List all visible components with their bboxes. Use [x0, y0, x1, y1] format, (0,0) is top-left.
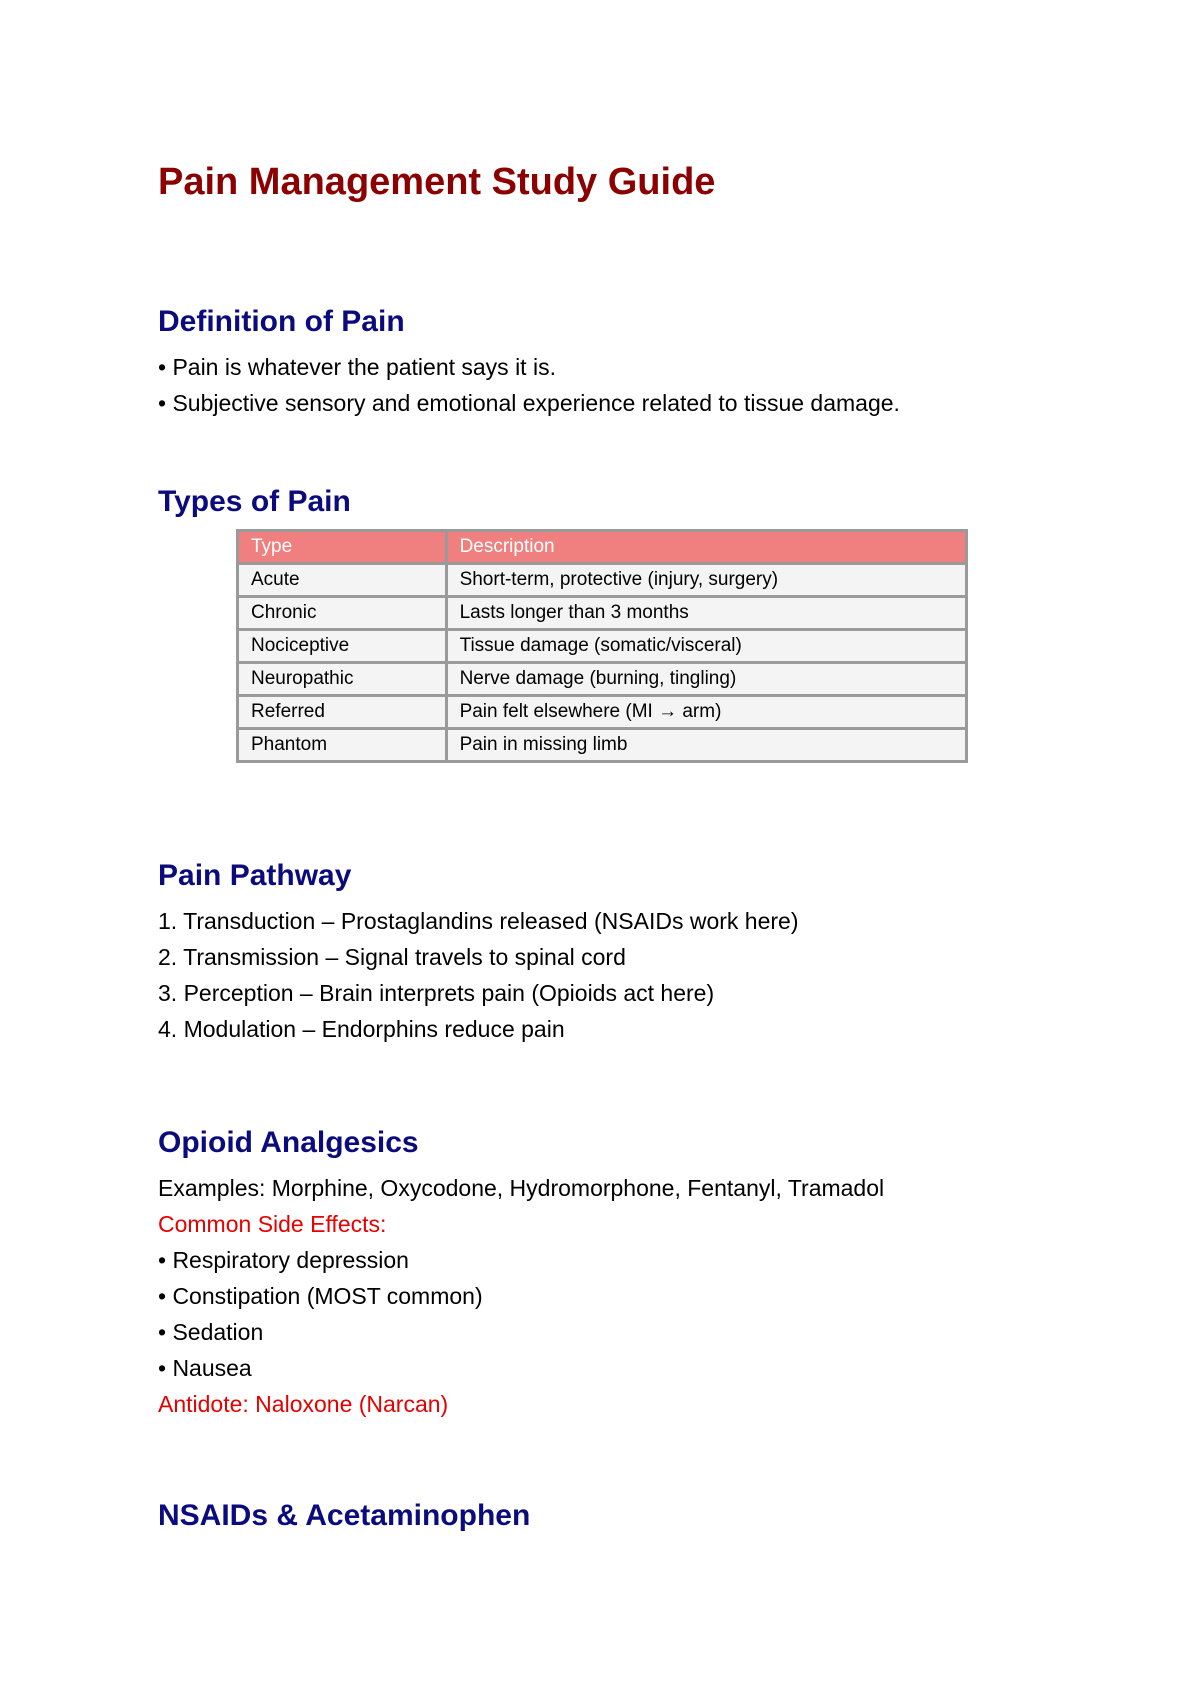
- side-effects-label: Common Side Effects:: [158, 1211, 387, 1237]
- section-heading-opioids: Opioid Analgesics: [158, 1126, 419, 1159]
- page-title: Pain Management Study Guide: [158, 161, 716, 203]
- side-effect-item: • Sedation: [158, 1319, 264, 1345]
- side-effect-item: • Constipation (MOST common): [158, 1283, 483, 1309]
- pathway-step: 2. Transmission – Signal travels to spinal cord: [158, 944, 626, 970]
- pathway-step: 4. Modulation – Endorphins reduce pain: [158, 1016, 565, 1042]
- table-cell-description: Pain felt elsewhere (MI → arm): [446, 696, 966, 729]
- table-row: [238, 564, 967, 597]
- pathway-step: 3. Perception – Brain interprets pain (Opioids act here): [158, 980, 715, 1006]
- table-cell-type: Neuropathic: [238, 663, 447, 696]
- pathway-step: 1. Transduction – Prostaglandins released (NSAIDs work here): [158, 908, 799, 934]
- table-cell-description: Tissue damage (somatic/visceral): [446, 630, 966, 663]
- table-row: [238, 663, 967, 696]
- antidote-note: Antidote: Naloxone (Narcan): [158, 1391, 449, 1417]
- table-cell-type: Chronic: [238, 597, 447, 630]
- definition-item: • Pain is whatever the patient says it is.: [158, 354, 556, 380]
- table-cell-description: Short-term, protective (injury, surgery): [446, 564, 966, 597]
- table-cell-type: Acute: [238, 564, 447, 597]
- section-heading-definition: Definition of Pain: [158, 305, 405, 338]
- opioid-examples: Examples: Morphine, Oxycodone, Hydromorphone, Fentanyl, Tramadol: [158, 1175, 885, 1201]
- table-cell-description: Nerve damage (burning, tingling): [446, 663, 966, 696]
- table-row: [238, 630, 967, 663]
- table-row: [238, 597, 967, 630]
- section-heading-pathway: Pain Pathway: [158, 859, 352, 892]
- definition-item: • Subjective sensory and emotional experience related to tissue damage.: [158, 390, 900, 416]
- table-row: [238, 729, 967, 762]
- section-heading-types: Types of Pain: [158, 485, 351, 518]
- table-cell-type: Referred: [238, 696, 447, 729]
- table-header-row: [238, 531, 967, 564]
- side-effect-item: • Nausea: [158, 1355, 252, 1381]
- pain-types-table: [236, 529, 968, 763]
- section-heading-nsaids: NSAIDs & Acetaminophen: [158, 1499, 531, 1532]
- table-header-type: Type: [238, 531, 447, 564]
- table-cell-type: Phantom: [238, 729, 447, 762]
- side-effect-item: • Respiratory depression: [158, 1247, 409, 1273]
- table-cell-type: Nociceptive: [238, 630, 447, 663]
- table-header-description: Description: [446, 531, 966, 564]
- table-row: [238, 696, 967, 729]
- table-cell-description: Pain in missing limb: [446, 729, 966, 762]
- table-cell-description: Lasts longer than 3 months: [446, 597, 966, 630]
